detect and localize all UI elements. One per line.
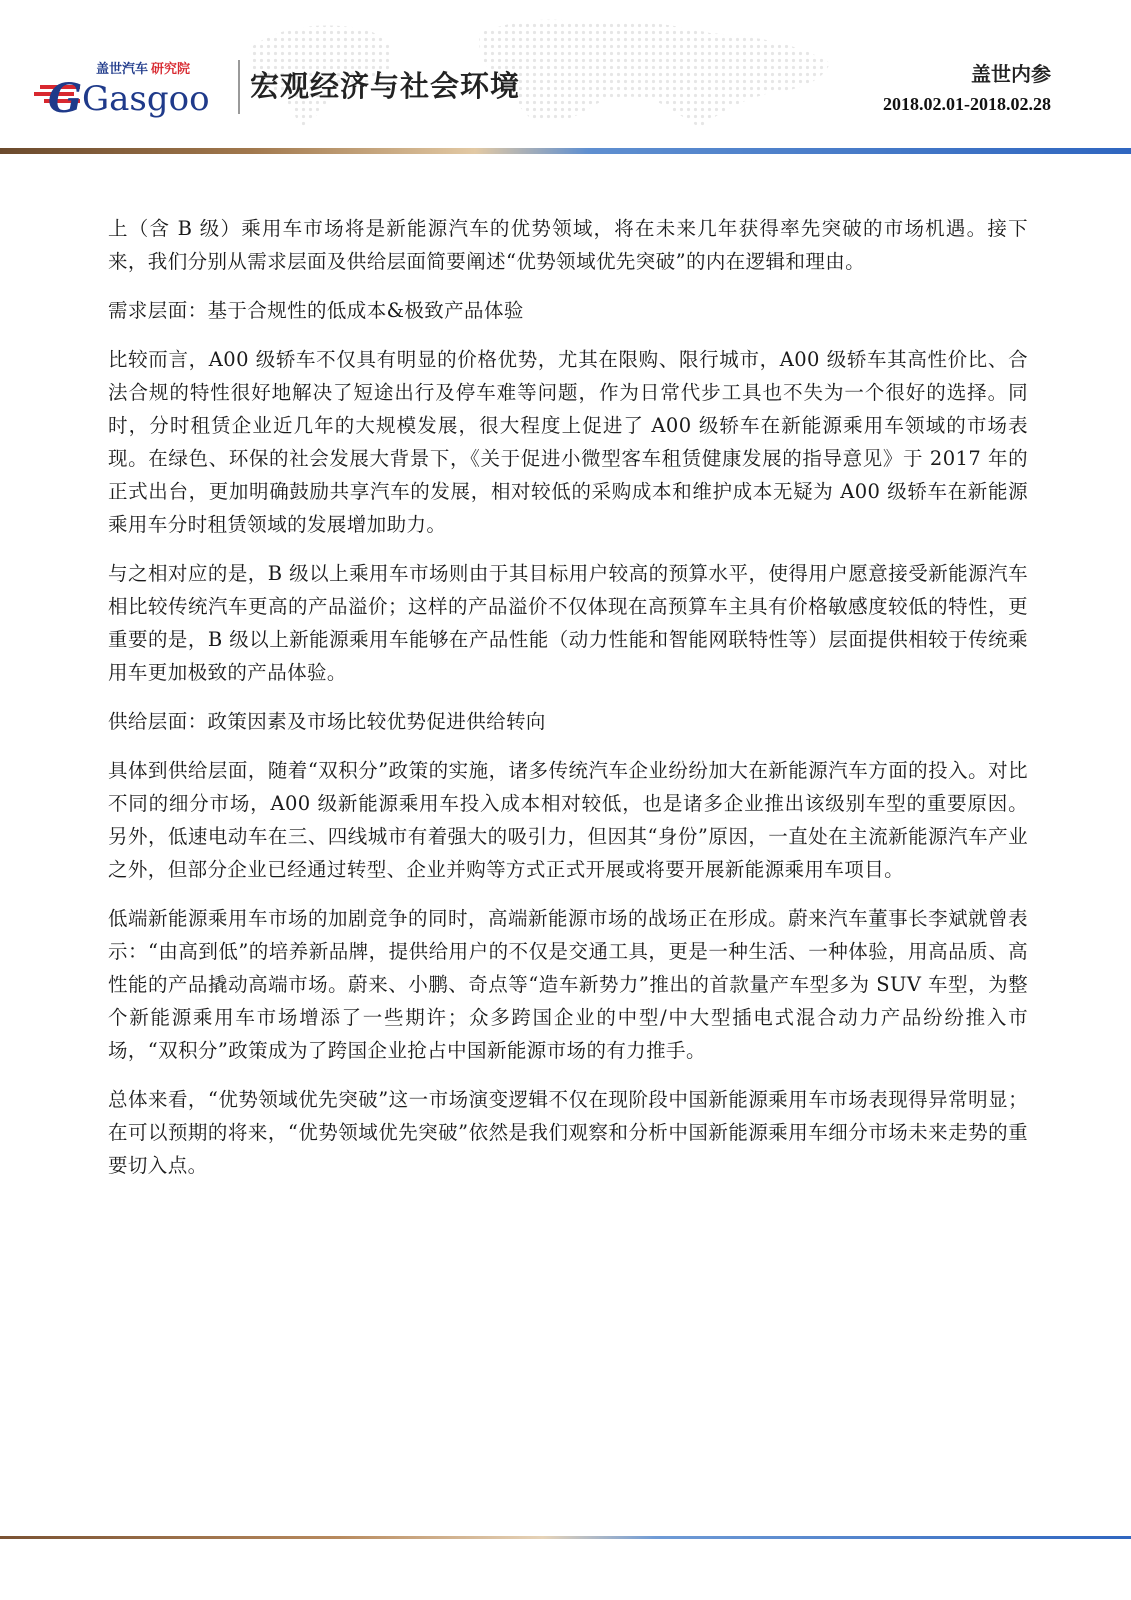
article-body [108,212,1028,1198]
paragraph: 具体到供给层面，随着“双积分”政策的实施，诸多传统汽车企业纷纷加大在新能源汽车方面的投入。对比不同的细分市场，A00 级新能源乘用车投入成本相对较低，也是诸多企业推出该级别车型的重要原因。另外，低速电动车在三、四线城市有着强大的吸引力，但因其“身份”原因，一直处在主流新能源汽车产业之外，但部分企业已经通过转型、企业并购等方式正式开展或将要开展新能源乘用车项目。 [108,759,1028,881]
page-header [0,0,1131,160]
subheading-demand: 需求层面：基于合规性的低成本&极致产品体验 [108,299,524,322]
paragraph: 上（含 B 级）乘用车市场将是新能源汽车的优势领域，将在未来几年获得率先突破的市场机遇。接下来，我们分别从需求层面及供给层面简要阐述“优势领域优先突破”的内在逻辑和理由。 [108,217,1028,273]
paragraph: 低端新能源乘用车市场的加剧竞争的同时，高端新能源市场的战场正在形成。蔚来汽车董事长李斌就曾表示：“由高到低”的培养新品牌，提供给用户的不仅是交通工具，更是一种生活、一种体验，用高品质、高性能的产品撬动高端市场。蔚来、小鹏、奇点等“造车新势力”推出的首款量产车型多为 SUV 车型，为整个新能源乘用车市场增添了一些期许；众多跨国企业的中型/中大型插电式混合动力产品纷纷推入市场，“双积分”政策成为了跨国企业抢占中国新能源市场的有力推手。 [108,907,1028,1062]
logo-divider [238,60,240,114]
footer-divider-bar [0,1536,1131,1539]
svg-text:G: G [48,75,83,122]
logo-chinese-text [96,58,190,77]
paragraph: 比较而言，A00 级轿车不仅具有明显的价格优势，尤其在限购、限行城市，A00 级轿车其高性价比、合法合规的特性很好地解决了短途出行及停车难等问题，作为日常代步工具也不失为一个很好的选择。同时，分时租赁企业近几年的大规模发展，很大程度上促进了 A00 级轿车在新能源乘用车领域的市场表现。在绿色、环保的社会发展大背景下，《关于促进小微型客车租赁健康发展的指导意见》于 2017 年的正式出台，更加明确鼓励共享汽车的发展，相对较低的采购成本和维护成本无疑为 A00 级轿车在新能源乘用车分时租赁领域的发展增加助力。 [108,348,1028,536]
section-title: 宏观经济与社会环境 [250,69,521,103]
logo-brand-cn: 盖世汽车 [96,62,149,77]
svg-text:Gasgoo: Gasgoo [82,79,210,119]
paragraph: 与之相对应的是，B 级以上乘用车市场则由于其目标用户较高的预算水平，使得用户愿意接受新能源汽车相比较传统汽车更高的产品溢价；这样的产品溢价不仅体现在高预算车主具有价格敏感度较低的特性，更重要的是，B 级以上新能源乘用车能够在产品性能（动力性能和智能网联特性等）层面提供相较于传统乘用车更加极致的产品体验。 [108,562,1028,684]
logo-institute-cn: 研究院 [151,62,191,77]
header-divider-bar [0,148,1131,154]
paragraph: 总体来看，“优势领域优先突破”这一市场演变逻辑不仅在现阶段中国新能源乘用车市场表现得异常明显；在可以预期的将来，“优势领域优先突破”依然是我们观察和分析中国新能源乘用车细分市场未来走势的重要切入点。 [108,1088,1028,1177]
document-label: 盖世内参 [971,62,1051,86]
subheading-supply: 供给层面：政策因素及市场比较优势促进供给转向 [108,710,546,733]
date-range: 2018.02.01-2018.02.28 [883,94,1051,114]
